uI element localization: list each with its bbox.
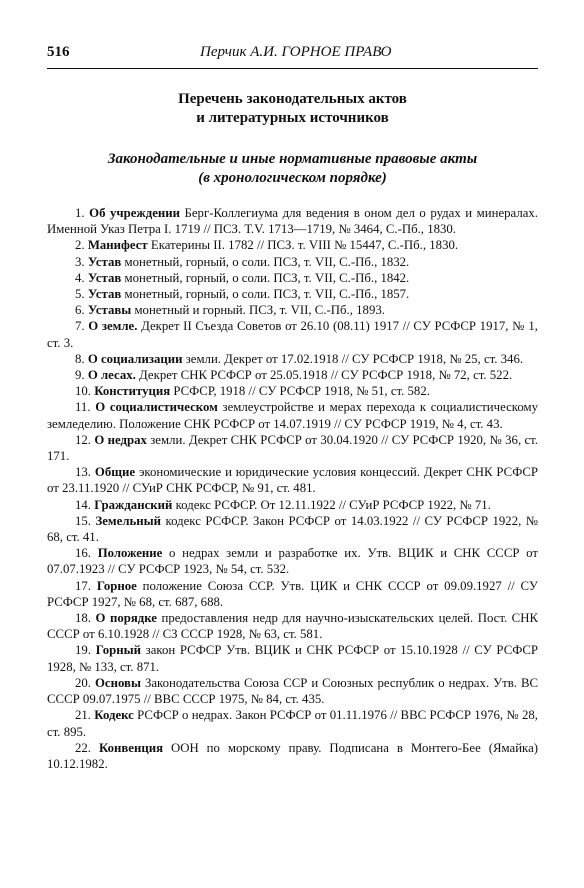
- entry-text: монетный, горный, о соли. ПСЗ, т. VII, С.-Пб., 1832.: [124, 254, 410, 269]
- entry-text: ООН по морскому праву. Подписана в Монтего-Бее (Ямайка) 10.12.1982.: [47, 740, 539, 771]
- entry-text: земли. Декрет СНК РСФСР от 30.04.1920 // СУ РСФСР 1920, № 36, ст. 171.: [47, 432, 538, 464]
- entry-number: 7.: [75, 319, 85, 334]
- legislation-list: [47, 205, 538, 772]
- list-item: [47, 286, 538, 302]
- entry-text: Екатерины II. 1782 // ПСЗ. т. VIII № 15447, С.-Пб., 1830.: [150, 238, 459, 253]
- entry-key-term: Гражданский: [94, 497, 173, 512]
- list-item: [47, 318, 538, 350]
- list-item: [47, 351, 538, 367]
- entry-text: положение Союза ССР. Утв. ЦИК и СНК СССР от 09.09.1927 // СУ РСФСР 1927, № 68, ст. 687, 688.: [47, 578, 538, 609]
- list-item: [47, 675, 538, 707]
- entry-key-term: Устав: [87, 254, 122, 269]
- entry-key-term: Горный: [95, 643, 141, 658]
- entry-text: Берг-Коллегиума для ведения в оном дел о рудах и минералах. Именной Указ Петра I. 1719 // ПСЗ. Т.V. 1713—1719, № 3464, С.-Пб., 1830.: [47, 206, 538, 237]
- entry-number: 20.: [75, 675, 91, 690]
- list-item: [47, 367, 538, 383]
- entry-text: экономические и юридические условия концессий. Декрет СНК РСФСР от 23.11.1920 // СУиР СНК РСФСР, № 91, ст. 481.: [47, 465, 538, 496]
- list-item: [47, 432, 538, 464]
- entry-number: 18.: [75, 611, 91, 626]
- entry-number: 5.: [75, 287, 85, 302]
- entry-number: 1.: [75, 206, 85, 220]
- entry-key-term: О недрах: [94, 432, 147, 447]
- entry-text: Законодательства Союза ССР и Союзных республик о недрах. Утв. ВС СССР 09.07.1975 // ВВС СССР 1975, № 84, ст. 435.: [47, 675, 539, 707]
- subsection-title: [47, 150, 538, 188]
- entry-key-term: Горное: [96, 578, 137, 593]
- entry-text: о недрах земли и разработке их. Утв. ВЦИК и СНК СССР от 07.07.1923 // СУ РСФСР 1923, № 54, ст. 532.: [47, 546, 538, 577]
- list-item: [47, 237, 538, 253]
- list-item: [47, 464, 538, 496]
- list-item: [47, 513, 538, 545]
- entry-text: Декрет СНК РСФСР от 25.05.1918 // СУ РСФСР 1918, № 72, ст. 522.: [139, 368, 513, 383]
- list-item: [47, 642, 538, 674]
- entry-text: Декрет II Съезда Советов от 26.10 (08.11) 1917 // СУ РСФСР 1917, № 1, ст. 3.: [47, 319, 538, 350]
- entry-key-term: О порядке: [95, 611, 157, 626]
- entry-number: 10.: [75, 384, 91, 399]
- list-item: [47, 383, 538, 399]
- entry-key-term: Устав: [87, 270, 122, 285]
- list-item: [47, 707, 538, 739]
- entry-text: РСФСР, 1918 // СУ РСФСР 1918, № 51, ст. 582.: [173, 384, 430, 399]
- page-number: 516: [47, 44, 70, 60]
- entry-number: 21.: [75, 708, 91, 723]
- entry-text: монетный, горный, о соли. ПСЗ, т. VII, С.-Пб., 1857.: [124, 287, 410, 302]
- entry-key-term: Об учреждении: [89, 206, 180, 220]
- entry-key-term: Земельный: [95, 513, 162, 528]
- entry-number: 17.: [75, 578, 91, 593]
- entry-key-term: Общие: [94, 465, 136, 480]
- entry-key-term: Положение: [97, 546, 163, 561]
- entry-number: 12.: [75, 432, 91, 447]
- list-item: [47, 578, 538, 610]
- entry-number: 11.: [75, 400, 91, 415]
- entry-number: 9.: [75, 368, 85, 383]
- entry-key-term: О лесах.: [87, 368, 136, 383]
- entry-key-term: О земле.: [88, 319, 138, 334]
- entry-key-term: Основы: [94, 675, 141, 690]
- entry-text: предоставления недр для научно-изыскательских целей. Пост. СНК СССР от 6.10.1928 // СЗ СССР 1928, № 63, ст. 581.: [47, 611, 538, 642]
- entry-key-term: Конституция: [94, 384, 171, 399]
- entry-number: 8.: [75, 351, 85, 366]
- entry-number: 19.: [75, 643, 91, 658]
- list-item: [47, 399, 538, 431]
- list-item: [47, 545, 538, 577]
- entry-text: кодекс РСФСР. Закон РСФСР от 14.03.1922 // СУ РСФСР 1922, № 68, ст. 41.: [47, 513, 538, 545]
- list-item: [47, 254, 538, 270]
- entry-number: 3.: [75, 254, 85, 269]
- list-item: [47, 610, 538, 642]
- entry-key-term: Манифест: [87, 238, 148, 253]
- entry-key-term: Кодекс: [94, 708, 134, 723]
- section-title: [47, 90, 538, 128]
- entry-text: кодекс РСФСР. От 12.11.1922 // СУиР РСФСР 1922, № 71.: [175, 497, 491, 512]
- entry-number: 14.: [75, 497, 91, 512]
- entry-number: 16.: [75, 546, 91, 561]
- header-rule: [47, 68, 538, 69]
- list-item: [47, 497, 538, 513]
- entry-number: 22.: [75, 740, 91, 755]
- section-title-line-2: и литературных источников: [196, 110, 389, 126]
- entry-number: 13.: [75, 465, 91, 480]
- subsection-title-line-2: (в хронологическом порядке): [198, 170, 387, 186]
- entry-key-term: О социалистическом: [95, 400, 218, 415]
- entry-number: 6.: [75, 303, 85, 318]
- entry-text: РСФСР о недрах. Закон РСФСР от 01.11.1976 // ВВС РСФСР 1976, № 28, ст. 895.: [47, 708, 538, 739]
- entry-number: 2.: [75, 238, 85, 253]
- entry-key-term: Уставы: [87, 303, 132, 318]
- entry-key-term: Конвенция: [98, 740, 164, 755]
- list-item: [47, 302, 538, 318]
- entry-key-term: Устав: [87, 287, 122, 302]
- entry-number: 15.: [75, 513, 91, 528]
- entry-text: монетный, горный, о соли. ПСЗ, т. VII, С.-Пб., 1842.: [124, 270, 410, 285]
- list-item: [47, 270, 538, 286]
- list-item: [47, 740, 538, 772]
- entry-text: земли. Декрет от 17.02.1918 // СУ РСФСР 1918, № 25, ст. 346.: [185, 351, 524, 366]
- running-head: Перчик А.И. ГОРНОЕ ПРАВО: [200, 44, 392, 60]
- list-item: [47, 205, 538, 237]
- entry-number: 4.: [75, 270, 85, 285]
- entry-text: землеустройстве и мерах перехода к социалистическому земледелию. Положение СНК РСФСР от 14.07.1919 // СУ РСФСР 1919, № 4, ст. 43.: [47, 400, 538, 431]
- entry-text: монетный и горный. ПСЗ, т. VII, С.-Пб., 1893.: [134, 303, 385, 318]
- subsection-title-line-1: Законодательные и иные нормативные правовые акты: [107, 151, 478, 167]
- entry-text: закон РСФСР Утв. ВЦИК и СНК РСФСР от 15.10.1928 // СУ РСФСР 1928, № 133, ст. 871.: [47, 643, 538, 674]
- section-title-line-1: Перечень законодательных актов: [178, 91, 407, 107]
- entry-key-term: О социализации: [87, 351, 183, 366]
